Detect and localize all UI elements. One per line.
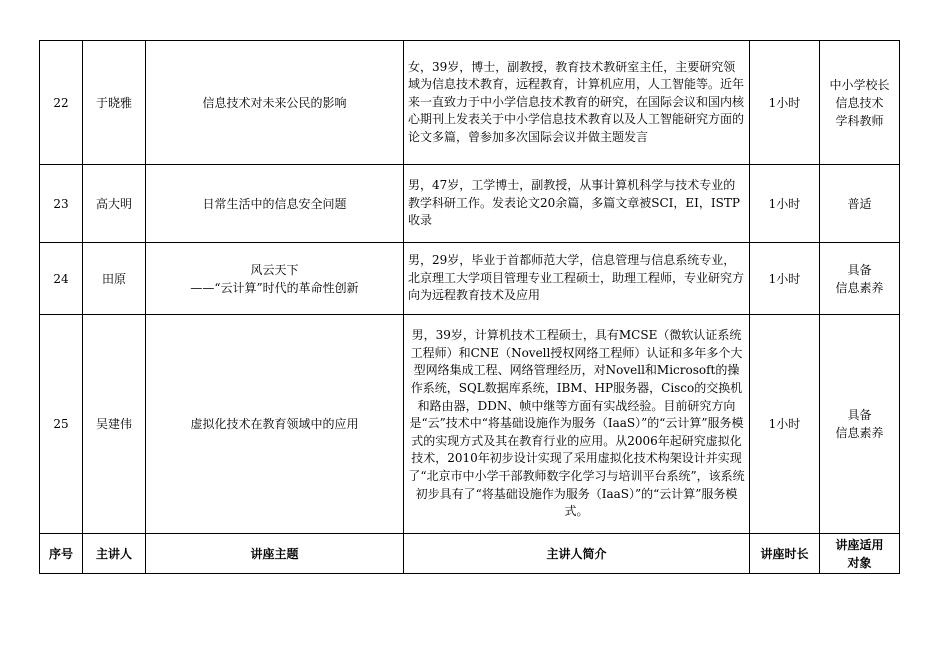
table-header-row (40, 534, 900, 574)
target-audience: 具备 信息素养 (820, 243, 900, 315)
lecture-duration: 1小时 (750, 243, 820, 315)
speaker-bio: 男，29岁，毕业于首都师范大学，信息管理与信息系统专业，北京理工大学项目管理专业工程硕士，助理工程师，专业研究方向为远程教育技术及应用 (404, 243, 750, 315)
row-number: 22 (40, 41, 83, 165)
target-audience: 中小学校长 信息技术 学科教师 (820, 41, 900, 165)
header-audience: 讲座适用 对象 (820, 534, 900, 574)
speaker-name: 高大明 (83, 165, 146, 243)
speaker-name: 于晓雅 (83, 41, 146, 165)
lecture-duration: 1小时 (750, 41, 820, 165)
lecture-topic: 风云天下 ——“云计算”时代的革命性创新 (146, 243, 404, 315)
lecture-topic: 虚拟化技术在教育领域中的应用 (146, 315, 404, 534)
speaker-bio: 女，39岁，博士，副教授，教育技术教研室主任，主要研究领域为信息技术教育，远程教育，计算机应用，人工智能等。近年来一直致力于中小学信息技术教育的研究，在国际会议和国内核心期刊上发表关于中小学信息技术教育以及人工智能研究方面的论文多篇，曾参加多次国际会议并做主题发言 (404, 41, 750, 165)
lecture-duration: 1小时 (750, 165, 820, 243)
speaker-bio: 男，39岁，计算机技术工程硕士，具有MCSE（微软认证系统工程师）和CNE（Novell授权网络工程师）认证和多年多个大型网络集成工程、网络管理经历，对Novell和Microsoft的操作系统，SQL数据库系统，IBM、HP服务器，Cisco的交换机和路由器，DDN、帧中继等方面有实战经验。目前研究方向是“云”技术中“将基础设施作为服务（IaaS）”的“云计算”服务模式的实现方式及其在教育行业的应用。从2006年起研究虚拟化技术，2010年初步设计实现了采用虚拟化技术构架设计并实现了“北京市中小学干部教师数字化学习与培训平台系统”，该系统初步具有了“将基础设施作为服务（IaaS）”的“云计算”服务模式。 (404, 315, 750, 534)
row-number: 25 (40, 315, 83, 534)
lecture-topic: 日常生活中的信息安全问题 (146, 165, 404, 243)
header-duration: 讲座时长 (750, 534, 820, 574)
table-row (40, 243, 900, 315)
speaker-name: 吴建伟 (83, 315, 146, 534)
row-number: 23 (40, 165, 83, 243)
row-number: 24 (40, 243, 83, 315)
lecture-topic: 信息技术对未来公民的影响 (146, 41, 404, 165)
header-speaker: 主讲人 (83, 534, 146, 574)
target-audience: 具备 信息素养 (820, 315, 900, 534)
target-audience: 普适 (820, 165, 900, 243)
speaker-bio: 男，47岁，工学博士，副教授，从事计算机科学与技术专业的教学科研工作。发表论文20余篇，多篇文章被SCI，EI，ISTP收录 (404, 165, 750, 243)
lecture-duration: 1小时 (750, 315, 820, 534)
lecture-table (39, 40, 900, 574)
table-row (40, 41, 900, 165)
header-number: 序号 (40, 534, 83, 574)
table-row (40, 165, 900, 243)
table-row (40, 315, 900, 534)
header-bio: 主讲人简介 (404, 534, 750, 574)
header-topic: 讲座主题 (146, 534, 404, 574)
speaker-name: 田原 (83, 243, 146, 315)
